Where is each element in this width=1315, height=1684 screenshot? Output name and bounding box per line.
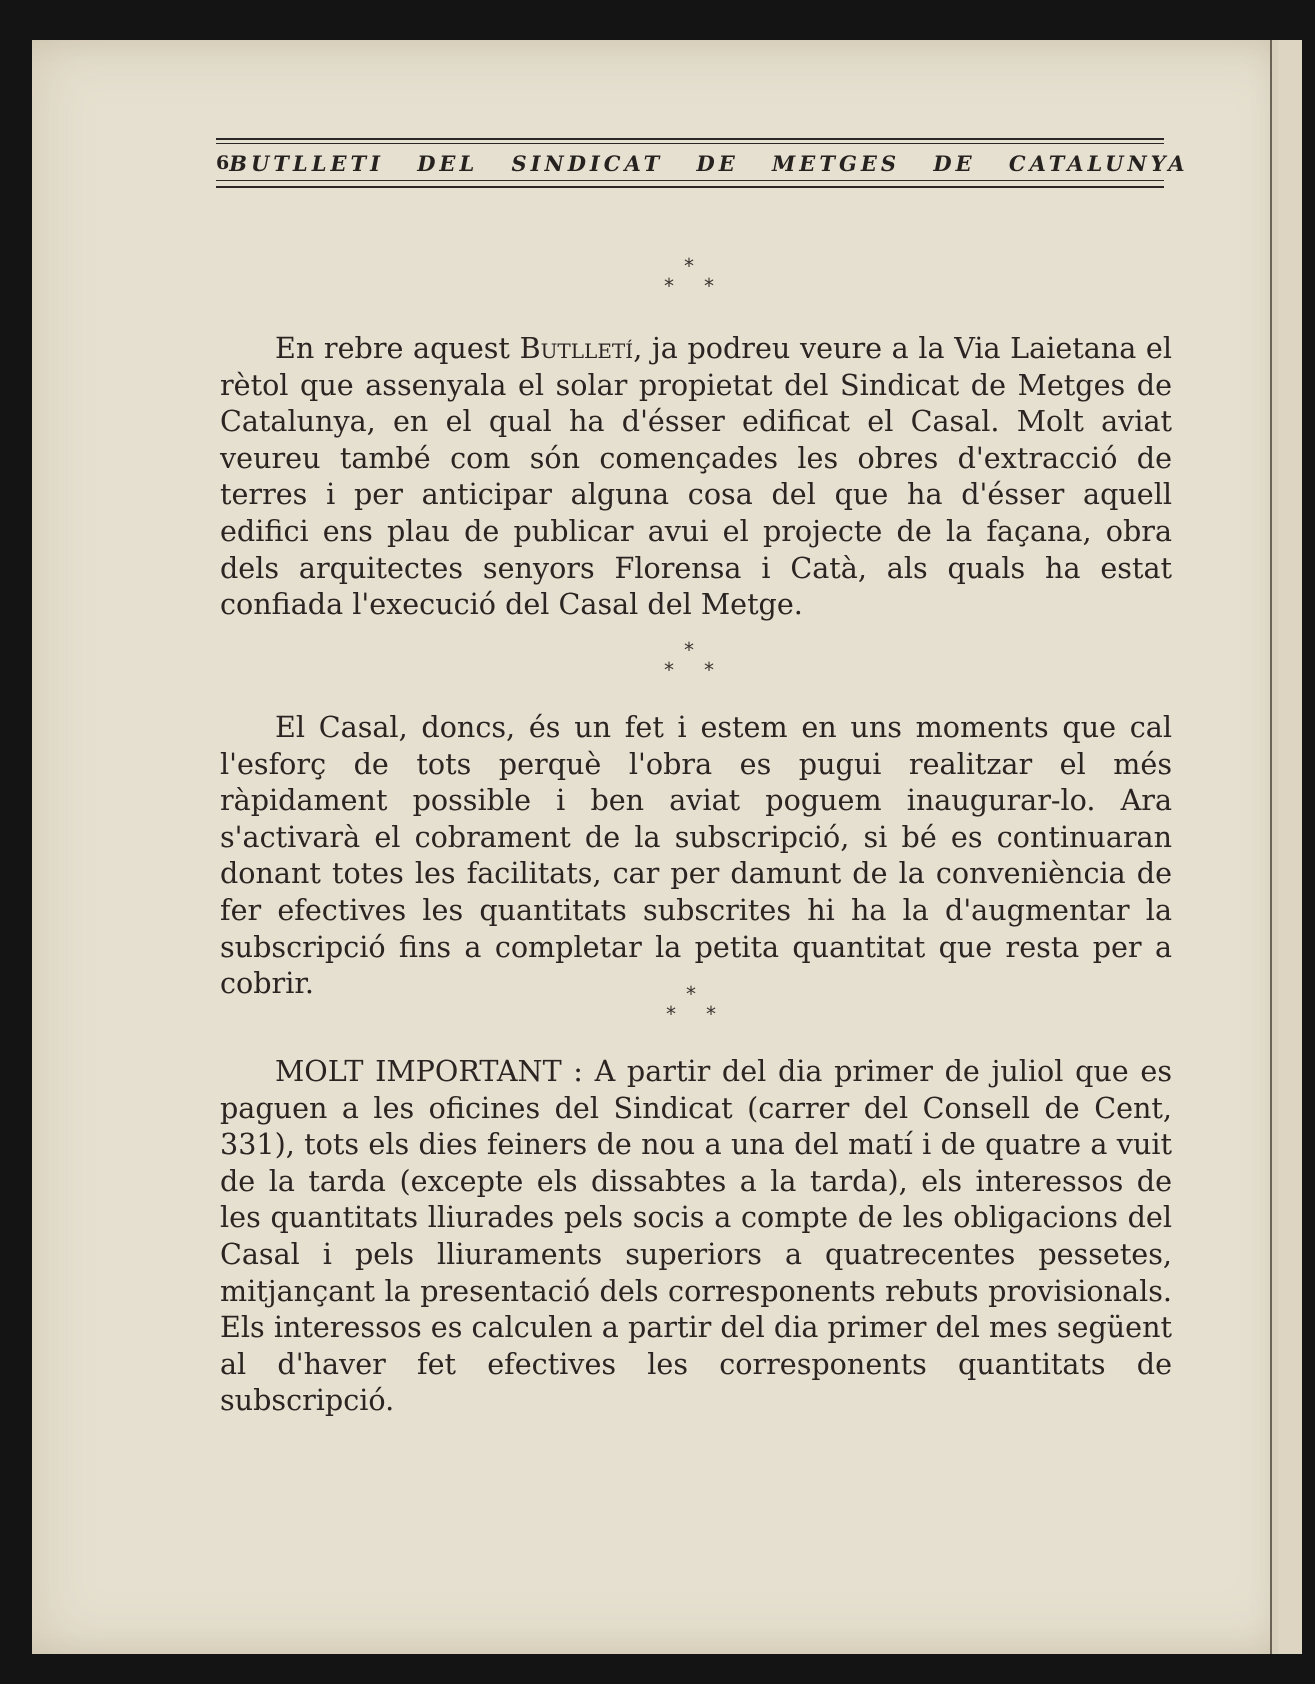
asterism-divider bbox=[636, 984, 756, 1028]
paragraph-casal-announcement bbox=[220, 330, 1172, 623]
asterisk-mark: * bbox=[664, 658, 674, 682]
paragraph-rest: , ja podreu veure a la Via Laietana el rètol que assenyala el solar propietat del Sindicat de Metges de Catalunya, en el qual ha d'ésser edificat el Casal. Molt aviat veureu també com són començades les obres d'extracció de terres i per anticipar alguna cosa del que ha d'ésser aquell edifici ens plau de publicar avui el projecte de la façana, obra dels arquitectes senyors Florensa i Catà, als quals ha estat confiada l'execució del Casal del Metge. bbox=[220, 331, 1172, 622]
asterisk-mark: * bbox=[704, 658, 714, 682]
page-edge bbox=[1270, 40, 1278, 1654]
asterism-divider bbox=[634, 640, 754, 684]
asterisk-mark: * bbox=[684, 254, 694, 278]
header-rule-bottom-thin bbox=[216, 180, 1164, 181]
asterisk-mark: * bbox=[704, 274, 714, 298]
paragraph-important-notice: MOLT IMPORTANT : A partir del dia primer de juliol que es paguen a les oficines del Sindicat (carrer del Consell de Cent, 331), tots els dies feiners de nou a una del matí i de quatre a vuit de la tarda (excepte els dissabtes a la tarda), els interessos de les quantitats lliurades pels socis a compte de les obligacions del Casal i pels lliuraments superiors a quatrecentes pessetes, mitjançant la presentació dels corresponents rebuts provisionals. Els interessos es calculen a partir del dia primer del mes següent al d'haver fet efectives les corresponents quantitats de subscripció. bbox=[220, 1054, 1172, 1418]
page-number: 6 bbox=[216, 152, 230, 174]
header-text bbox=[216, 148, 1189, 178]
paragraph-lead: En rebre aquest bbox=[275, 331, 520, 365]
header-rule-top bbox=[216, 138, 1164, 140]
butlleti-smallcaps: Butlletí bbox=[519, 331, 634, 365]
next-page-strip bbox=[1278, 40, 1302, 1654]
asterisk-mark: * bbox=[706, 1002, 716, 1026]
asterisk-mark: * bbox=[664, 274, 674, 298]
running-title: BUTLLETI DEL SINDICAT DE METGES DE CATALUNYA bbox=[229, 150, 1189, 176]
asterisk-mark: * bbox=[684, 638, 694, 662]
asterism-divider bbox=[634, 256, 754, 300]
asterisk-mark: * bbox=[666, 1002, 676, 1026]
running-header bbox=[216, 134, 1189, 194]
header-rule-bottom bbox=[216, 186, 1164, 188]
paragraph-subscription: El Casal, doncs, és un fet i estem en uns moments que cal l'esforç de tots perquè l'obra es pugui realitzar el més ràpidament possible i ben aviat poguem inaugurar-lo. Ara s'activarà el cobrament de la subscripció, si bé es continuaran donant totes les facilitats, car per damunt de la conveniència de fer efectives les quantitats subscrites hi ha la d'augmentar la subscripció fins a completar la petita quantitat que resta per a cobrir. bbox=[220, 710, 1172, 1001]
header-rule-top-thin bbox=[216, 143, 1164, 144]
asterisk-mark: * bbox=[686, 982, 696, 1006]
